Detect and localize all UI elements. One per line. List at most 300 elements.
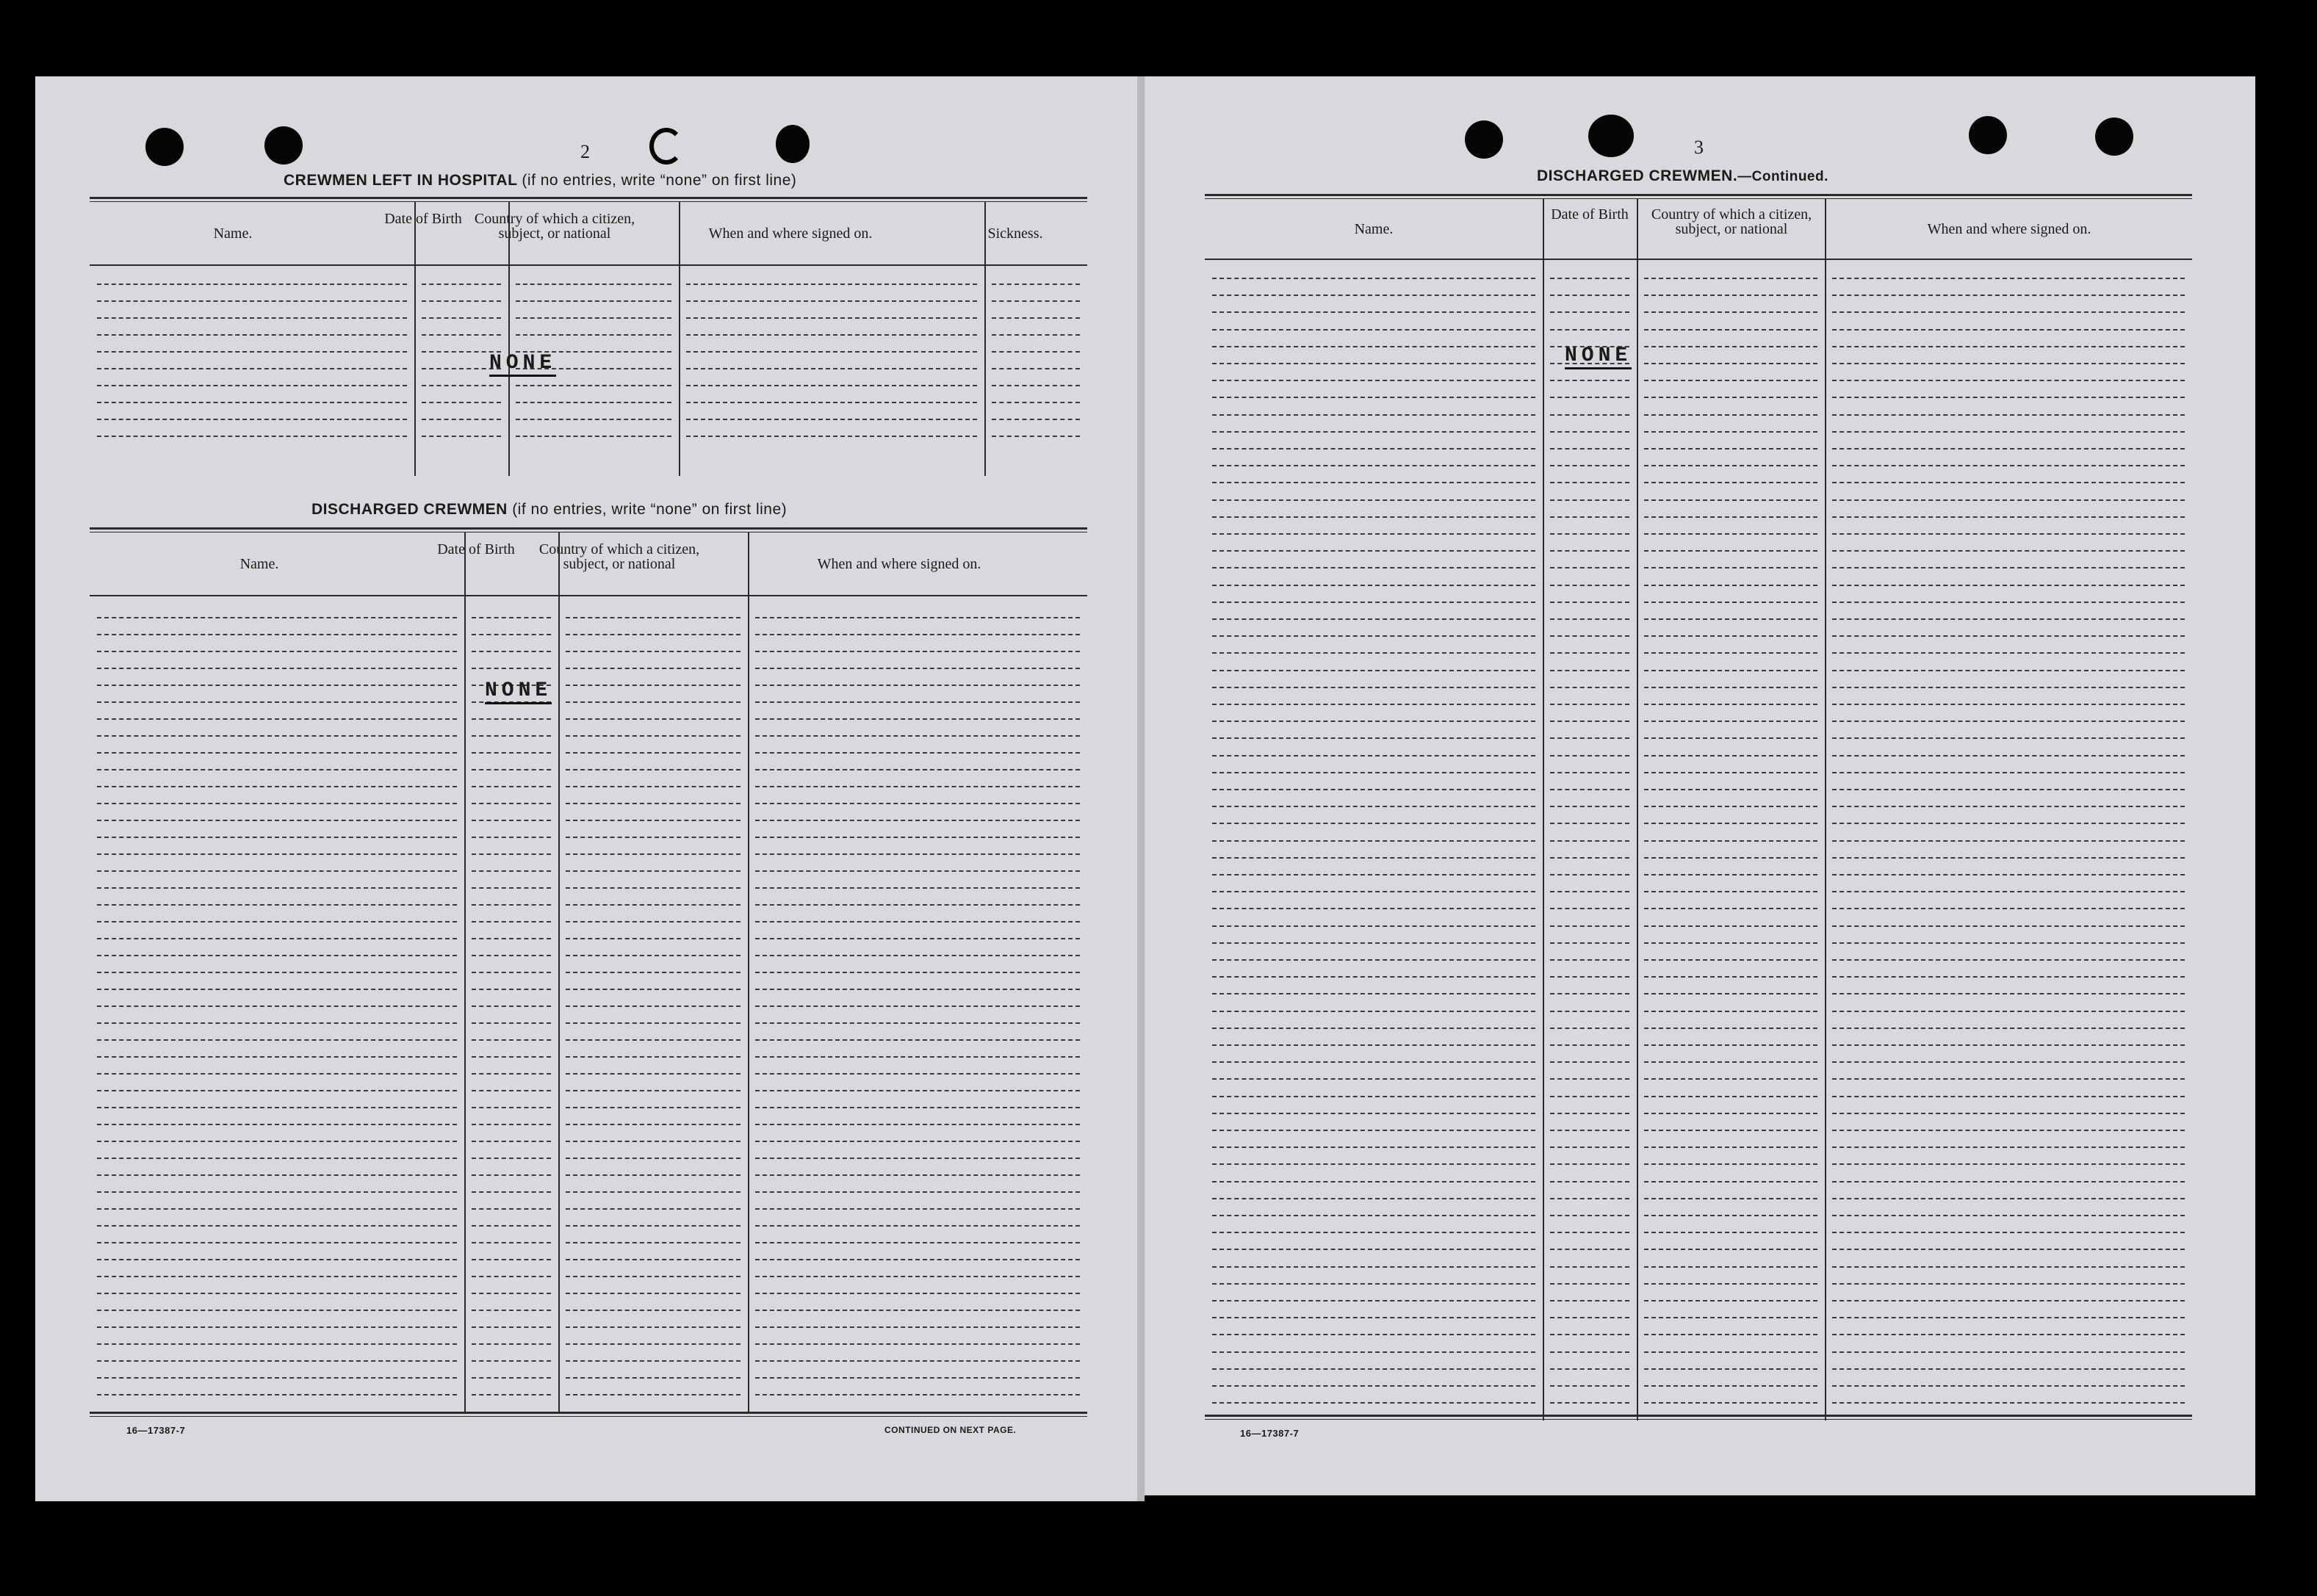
ruled-line [1212,1300,1535,1301]
ruled-line [755,1073,1080,1075]
ruled-line [1832,482,2185,483]
ruled-line [1832,414,2185,416]
ruled-line [566,668,740,669]
ruled-line [97,1293,457,1294]
ruled-line [566,1293,740,1294]
ruled-line [755,651,1080,652]
col-header-country: Country of which a citizen, subject, or national [538,541,700,572]
header-bottom-rule [90,264,1087,266]
ruled-line [97,1056,457,1058]
ruled-line [1212,567,1535,568]
ruled-line [1832,1232,2185,1233]
ruled-line [566,1259,740,1260]
ruled-line [566,904,740,906]
ruled-line [1644,1368,1817,1370]
ruled-line [1644,550,1817,552]
ruled-line [1832,704,2185,705]
column-divider [558,532,560,1413]
ruled-line [1550,482,1629,483]
ruled-line [1212,329,1535,331]
ruled-line [1644,414,1817,416]
ruled-line [1212,976,1535,978]
ruled-line [97,1343,457,1345]
column-divider [508,201,510,476]
ruled-line [992,284,1080,285]
ruled-line [566,617,740,618]
ruled-line [472,1326,551,1328]
ruled-line [1212,840,1535,842]
ruled-line [472,1276,551,1277]
ruled-line [1644,959,1817,961]
ruled-line [1644,482,1817,483]
ruled-line [97,701,457,703]
ruled-line [97,786,457,787]
ruled-line [1212,704,1535,705]
ruled-line [755,1090,1080,1091]
ruled-line [1644,311,1817,313]
ruled-line [516,300,671,302]
ruled-line [97,853,457,855]
ruled-line [1644,1198,1817,1199]
ruled-line [1212,1232,1535,1233]
ruled-line [1550,1198,1629,1199]
ruled-line [1212,1368,1535,1370]
ruled-line [472,752,551,754]
ruled-line [472,870,551,872]
col-header-name: Name. [1354,221,1394,237]
ruled-line [422,317,501,319]
col-header-signed-on: When and where signed on. [817,556,981,572]
ruled-line [472,1141,551,1142]
ruled-line [1212,311,1535,313]
ruled-line [1550,1011,1629,1012]
ruled-line [1832,1300,2185,1301]
ruled-line [566,938,740,939]
ruled-line [97,1225,457,1227]
ruled-line [1832,499,2185,501]
ruled-line [1644,516,1817,518]
ruled-line [1550,1130,1629,1131]
ruled-line [1644,602,1817,603]
ruled-line [1644,1266,1817,1268]
ruled-line [1832,976,2185,978]
ruled-line [97,955,457,956]
ruled-line [1832,329,2185,331]
ruled-line [97,368,407,369]
ruled-line [97,351,407,353]
hospital-title-note: (if no entries, write “none” on first line) [522,172,797,189]
ruled-line [686,317,977,319]
ruled-line [566,1242,740,1243]
ruled-line [1212,448,1535,449]
ruled-line [1644,1113,1817,1114]
ruled-line [1644,397,1817,398]
ruled-line [755,955,1080,956]
ruled-line [1212,1249,1535,1250]
ruled-line [1832,585,2185,586]
ruled-line [1644,278,1817,279]
ruled-line [472,972,551,973]
punch-hole-icon [264,126,303,165]
ruled-line [1832,1402,2185,1404]
ruled-line [1832,346,2185,347]
ruled-line [1212,516,1535,518]
ruled-line [1212,721,1535,722]
ruled-line [1550,585,1629,586]
ruled-line [755,769,1080,770]
hospital-none-entry: NONE [489,353,556,377]
column-divider [464,532,466,1413]
ruled-line [1644,1163,1817,1165]
ruled-line [1550,1368,1629,1370]
ruled-line [97,634,457,635]
ruled-line [97,685,457,686]
ruled-line [472,786,551,787]
ruled-line [1644,874,1817,875]
ruled-line [1550,567,1629,568]
discharged-none-entry: NONE [485,680,552,704]
ruled-line [1644,1181,1817,1182]
ruled-line [566,870,740,872]
ruled-line [1212,1266,1535,1268]
ruled-line [1644,448,1817,449]
ruled-line [1644,533,1817,535]
column-divider [984,201,986,476]
ruled-line [1212,806,1535,807]
ruled-line [1832,1266,2185,1268]
ruled-line [1644,1249,1817,1250]
ruled-line [472,718,551,720]
ruled-line [1550,1147,1629,1148]
discharged-section-title [311,501,787,519]
ruled-line [97,334,407,336]
ruled-line [472,1124,551,1125]
ruled-line [1212,857,1535,859]
ruled-line [1644,618,1817,620]
ruled-line [1212,1385,1535,1387]
ruled-line [755,853,1080,855]
page-number: 2 [580,141,590,162]
ruled-line [992,385,1080,386]
ruled-line [472,634,551,635]
ruled-line [1212,397,1535,398]
ruled-line [1644,789,1817,790]
ruled-line [566,853,740,855]
ruled-line [1832,380,2185,381]
ruled-line [1550,1334,1629,1335]
ruled-line [1644,1283,1817,1285]
ruled-line [422,300,501,302]
ruled-line [1550,874,1629,875]
ruled-line [1832,516,2185,518]
ruled-line [1550,1215,1629,1216]
ruled-line [1832,550,2185,552]
ruled-line [1212,550,1535,552]
punch-hole-icon [1588,115,1634,157]
ruled-line [1212,755,1535,757]
ruled-line [1550,465,1629,466]
ruled-line [1550,397,1629,398]
ruled-line [1832,1130,2185,1131]
ruled-line [1550,1351,1629,1353]
right-page [1145,76,2255,1495]
ruled-line [1644,652,1817,654]
col-header-country: Country of which a citizen, subject, or national [1651,206,1812,237]
ruled-line [1212,925,1535,927]
ruled-line [1644,942,1817,944]
ruled-line [1644,1317,1817,1318]
ruled-line [97,1073,457,1075]
ruled-line [97,419,407,420]
ruled-line [97,1191,457,1193]
ruled-line [1644,1096,1817,1097]
punch-hole-icon [1465,120,1503,159]
ruled-line [1644,925,1817,927]
hospital-table [90,201,1087,476]
ruled-line [1832,670,2185,671]
ruled-line [1550,1300,1629,1301]
ruled-line [1832,1351,2185,1353]
punch-hole-icon [776,125,810,163]
ruled-line [755,1310,1080,1311]
col-header-sickness: Sickness. [987,225,1043,242]
ruled-line [566,837,740,838]
ruled-line [1550,1232,1629,1233]
ruled-line [566,1360,740,1362]
discharged-continued-none-entry: NONE [1565,345,1632,369]
ruled-line [755,938,1080,939]
ruled-line [1550,278,1629,279]
ruled-line [1832,737,2185,739]
ruled-line [1550,670,1629,671]
ruled-line [472,1039,551,1041]
ruled-line [755,1326,1080,1328]
ruled-line [1550,891,1629,892]
ruled-line [472,1310,551,1311]
ruled-line [1832,891,2185,892]
ruled-line [97,735,457,737]
ruled-line [755,870,1080,872]
ruled-line [422,419,501,420]
ruled-line [1644,567,1817,568]
ruled-line [1550,414,1629,416]
discharged-continued-title [1537,167,1828,185]
ruled-line [1832,1163,2185,1165]
ruled-line [97,904,457,906]
ruled-line [1212,1096,1535,1097]
ruled-line [1212,1334,1535,1335]
ruled-line [1644,1147,1817,1148]
ruled-line [1644,823,1817,824]
ruled-line [1212,363,1535,364]
ruled-line [472,1056,551,1058]
ruled-line [566,1141,740,1142]
ruled-line [472,1242,551,1243]
ruled-line [1212,874,1535,875]
ruled-line [1550,1283,1629,1285]
ruled-line [992,334,1080,336]
ruled-line [1550,550,1629,552]
ruled-line [992,351,1080,353]
ruled-line [992,300,1080,302]
ruled-line [422,436,501,437]
ruled-line [755,1039,1080,1041]
ruled-line [1212,499,1535,501]
ruled-line [472,989,551,990]
ruled-line [755,1225,1080,1227]
ruled-line [1212,1402,1535,1404]
ruled-line [1550,1385,1629,1387]
ruled-line [1832,1249,2185,1250]
ruled-line [1644,1334,1817,1335]
ruled-line [97,1174,457,1176]
ruled-line [472,938,551,939]
ruled-line [472,1225,551,1227]
ruled-line [1212,687,1535,688]
ruled-line [1550,1096,1629,1097]
ruled-line [1832,1215,2185,1216]
ruled-line [97,402,407,403]
ruled-line [1212,772,1535,773]
ruled-line [472,1343,551,1345]
ruled-line [97,668,457,669]
ruled-line [1550,942,1629,944]
ruled-line [566,1124,740,1125]
ruled-line [472,853,551,855]
ruled-line [1212,891,1535,892]
ruled-line [1550,329,1629,331]
ruled-line [1212,635,1535,637]
ruled-line [1832,567,2185,568]
ruled-line [992,368,1080,369]
ruled-line [755,1259,1080,1260]
ruled-line [1644,1011,1817,1012]
ruled-line [1212,670,1535,671]
ruled-line [566,1174,740,1176]
ruled-line [1832,840,2185,842]
ruled-line [686,300,977,302]
column-divider [1543,198,1544,1420]
ruled-line [1644,1385,1817,1387]
ruled-line [472,1158,551,1159]
ruled-line [566,1090,740,1091]
ruled-line [1832,363,2185,364]
ruled-line [755,1276,1080,1277]
ruled-line [97,989,457,990]
ruled-line [1644,755,1817,757]
ruled-line [755,1005,1080,1007]
ruled-line [97,651,457,652]
ruled-line [1212,295,1535,296]
hospital-title-text: CREWMEN LEFT IN HOSPITAL [284,172,518,189]
ruled-line [1832,942,2185,944]
ruled-line [1832,806,2185,807]
ruled-line [1832,857,2185,859]
ruled-line [516,385,671,386]
header-bottom-rule [1205,259,2192,260]
ruled-line [97,1276,457,1277]
page-number: 3 [1694,137,1704,158]
col-header-country: Country of which a citizen, subject, or national [474,211,635,242]
ruled-line [1644,1300,1817,1301]
ruled-line [755,617,1080,618]
ruled-line [1212,1044,1535,1046]
ruled-line [1644,499,1817,501]
ruled-line [992,436,1080,437]
ruled-line [1832,1096,2185,1097]
column-divider [1637,198,1638,1420]
ruled-line [755,1394,1080,1395]
ruled-line [472,1191,551,1193]
ruled-line [755,1208,1080,1210]
ruled-line [1212,482,1535,483]
ruled-line [1832,1334,2185,1335]
ruled-line [472,1073,551,1075]
ruled-line [1644,704,1817,705]
ruled-line [516,419,671,420]
ruled-line [566,735,740,737]
ruled-line [1644,635,1817,637]
ruled-line [1644,891,1817,892]
ruled-line [1832,1061,2185,1063]
ruled-line [1550,635,1629,637]
ruled-line [1212,1317,1535,1318]
ruled-line [1212,618,1535,620]
ruled-line [1832,772,2185,773]
ruled-line [1550,431,1629,433]
ruled-line [1832,1147,2185,1148]
ruled-line [97,1141,457,1142]
ruled-line [1832,823,2185,824]
ruled-line [755,786,1080,787]
ruled-line [1832,533,2185,535]
ruled-line [97,1377,457,1379]
ruled-line [755,634,1080,635]
ruled-line [755,1107,1080,1108]
ruled-line [1550,1028,1629,1029]
ruled-line [686,368,977,369]
ruled-line [472,904,551,906]
ruled-line [97,837,457,838]
ruled-line [472,820,551,821]
ruled-line [1212,533,1535,535]
ruled-line [1212,1351,1535,1353]
ruled-line [566,786,740,787]
ruled-line [566,1107,740,1108]
ruled-line [472,651,551,652]
ruled-line [1550,721,1629,722]
ruled-line [1832,1198,2185,1199]
ruled-line [97,938,457,939]
ruled-line [1212,1113,1535,1114]
ruled-line [97,1039,457,1041]
ruled-line [755,1191,1080,1193]
ruled-line [1550,602,1629,603]
ruled-line [472,837,551,838]
ruled-line [97,436,407,437]
ruled-line [97,1310,457,1311]
ruled-line [755,701,1080,703]
ruled-line [1212,602,1535,603]
ruled-line [1550,1163,1629,1165]
ruled-line [1550,295,1629,296]
ruled-line [755,685,1080,686]
ruled-line [97,300,407,302]
ruled-line [516,284,671,285]
ruled-line [566,1208,740,1210]
ruled-line [1550,976,1629,978]
ruled-line [472,803,551,804]
